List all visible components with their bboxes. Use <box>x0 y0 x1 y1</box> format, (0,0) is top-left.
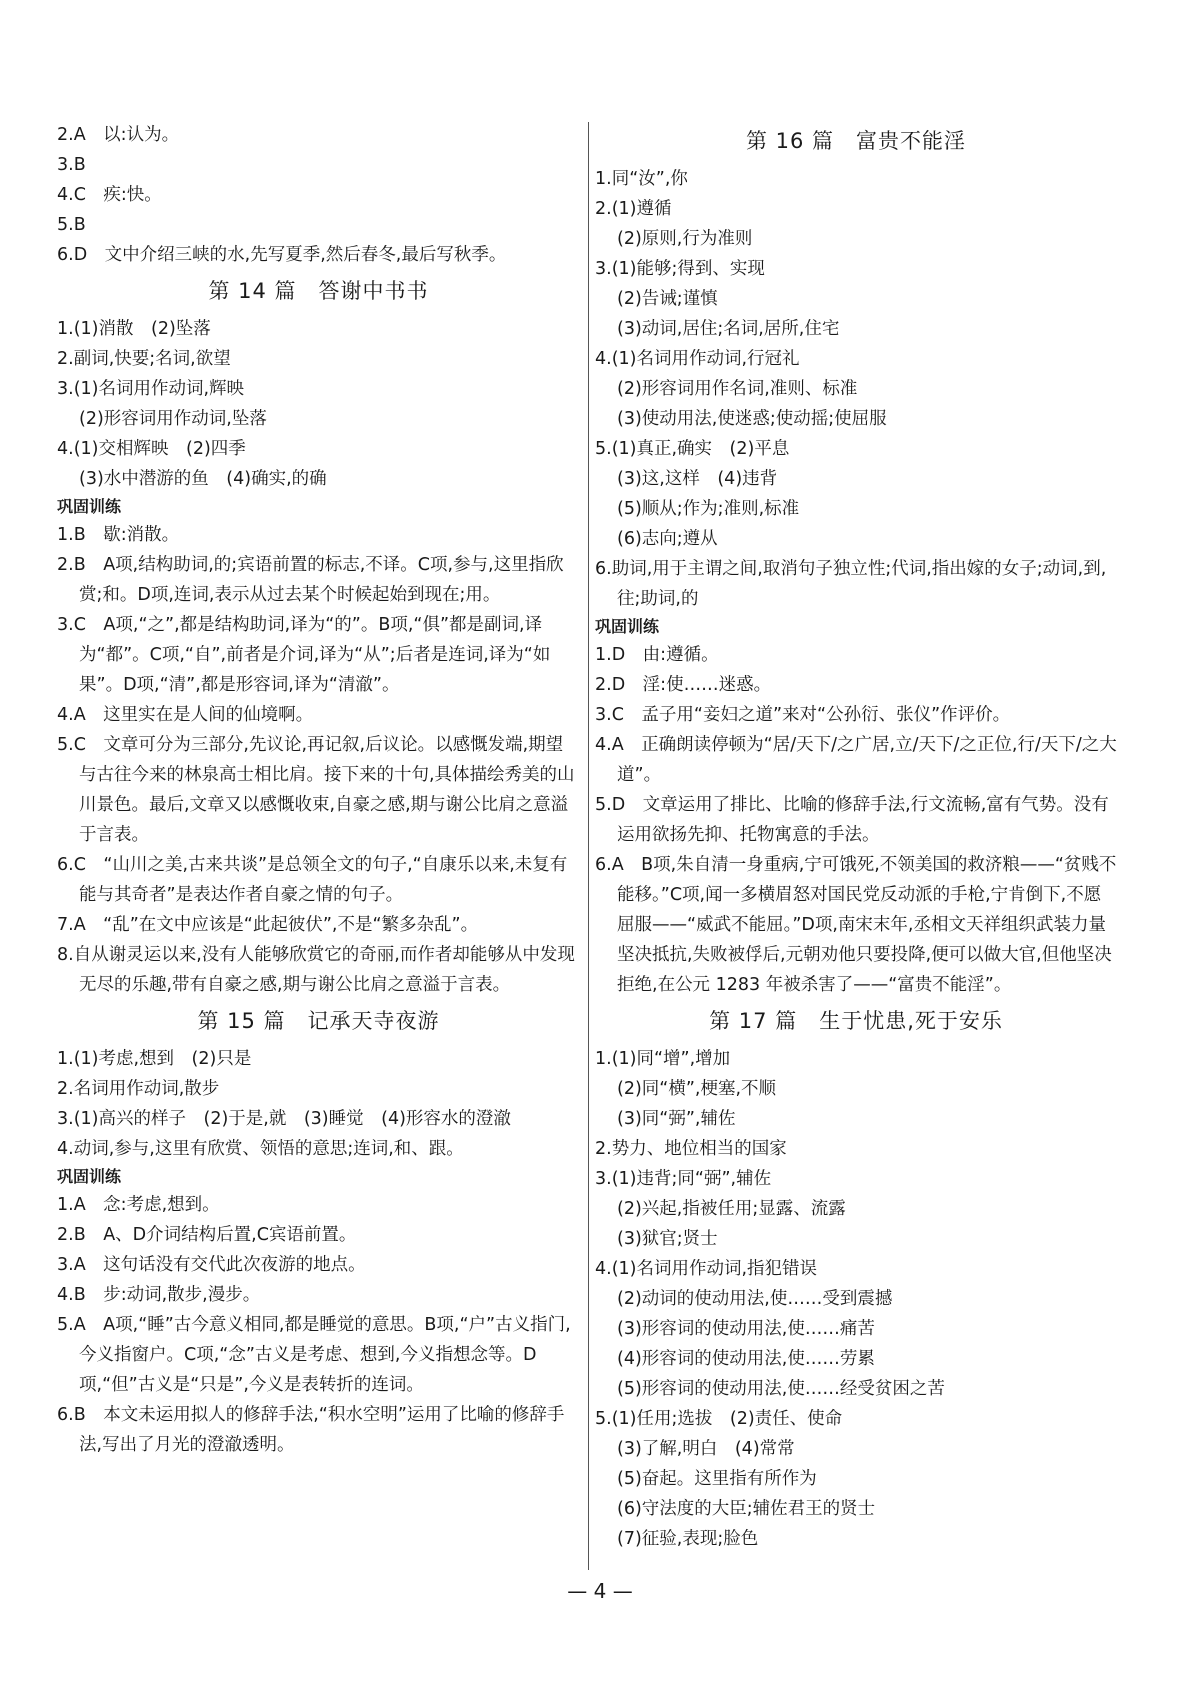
answer-subline: (3)同“弼”,辅佐 <box>617 1109 736 1129</box>
answer-line: 7.A “乱”在文中应该是“此起彼伏”,不是“繁多杂乱”。 <box>57 915 479 935</box>
answer-line: 2.(1)遵循 <box>595 199 672 219</box>
answer-paragraph: 4.A 正确朗读停顿为“居/天下/之广居,立/天下/之正位,行/天下/之大道”。 <box>595 735 1117 785</box>
answer-line: 3.(1)高兴的样子 (2)于是,就 (3)睡觉 (4)形容水的澄澈 <box>57 1109 511 1129</box>
answer-subline: (5)顺从;作为;准则,标准 <box>617 499 800 519</box>
answer-line: 3.C 孟子用“妾妇之道”来对“公孙衍、张仪”作评价。 <box>595 705 1011 725</box>
answer-subline: (2)原则,行为准则 <box>617 229 753 249</box>
answer-subline: (3)了解,明白 (4)常常 <box>617 1439 795 1459</box>
answer-subline: (3)狱官;贤士 <box>617 1229 718 1249</box>
answer-subline: (7)征验,表现;脸色 <box>617 1529 759 1549</box>
answer-line: 4.C 疾:快。 <box>57 185 162 205</box>
answer-line: 1.(1)同“增”,增加 <box>595 1049 731 1069</box>
answer-line: 4.(1)交相辉映 (2)四季 <box>57 439 246 459</box>
answer-line: 1.(1)消散 (2)坠落 <box>57 319 211 339</box>
answer-subline: (6)守法度的大臣;辅佐君王的贤士 <box>617 1499 876 1519</box>
answer-line: 2.A 以:认为。 <box>57 125 180 145</box>
answer-subline: (5)奋起。这里指有所作为 <box>617 1469 817 1489</box>
answer-line: 2.B A、D介词结构后置,C宾语前置。 <box>57 1225 357 1245</box>
answer-line: 4.动词,参与,这里有欣赏、领悟的意思;连词,和、跟。 <box>57 1139 464 1159</box>
section-heading: 第 17 篇 生于忧患,死于安乐 <box>709 1009 1003 1033</box>
answer-line: 5.(1)真正,确实 (2)平息 <box>595 439 790 459</box>
column-divider <box>588 122 589 1570</box>
answer-subline: (3)水中潜游的鱼 (4)确实,的确 <box>79 469 327 489</box>
answer-line: 1.A 念:考虑,想到。 <box>57 1195 220 1215</box>
subsection-label: 巩固训练 <box>595 617 660 636</box>
answer-subline: (2)告诫;谨慎 <box>617 289 718 309</box>
section-heading: 第 15 篇 记承天寺夜游 <box>197 1009 440 1033</box>
answer-line: 1.D 由:遵循。 <box>595 645 719 665</box>
answer-line: 3.A 这句话没有交代此次夜游的地点。 <box>57 1255 366 1275</box>
answer-subline: (3)使动用法,使迷惑;使动摇;使屈服 <box>617 409 887 429</box>
answer-line: 4.(1)名词用作动词,指犯错误 <box>595 1259 818 1279</box>
answer-subline: (2)动词的使动用法,使……受到震撼 <box>617 1289 893 1309</box>
answer-paragraph: 2.B A项,结构助词,的;宾语前置的标志,不译。C项,参与,这里指欣赏;和。D项,连词,表示从过去某个时候起始到现在;用。 <box>57 555 564 605</box>
answer-line: 5.(1)任用;选拔 (2)责任、使命 <box>595 1409 843 1429</box>
answer-paragraph: 6.B 本文未运用拟人的修辞手法,“积水空明”运用了比喻的修辞手法,写出了月光的澄澈透明。 <box>57 1405 565 1455</box>
answer-line: 3.B <box>57 155 86 175</box>
page-number: — 4 — <box>567 1579 633 1603</box>
answer-line: 4.(1)名词用作动词,行冠礼 <box>595 349 800 369</box>
answer-paragraph: 6.A B项,朱自清一身重病,宁可饿死,不领美国的救济粮——“贫贱不能移。”C项,闻一多横眉怒对国民党反动派的手枪,宁肯倒下,不愿屈服——“威武不能屈。”D项,南宋末年,丞相文天祥组织武装力量坚决抵抗,失败被俘后,元朝劝他只要投降,便可以做大官,但他坚决拒绝,在公元 1283 年被杀害了——“富贵不能淫”。 <box>595 855 1117 995</box>
answer-subline: (6)志向;遵从 <box>617 529 718 549</box>
subsection-label: 巩固训练 <box>57 1167 122 1186</box>
answer-line: 2.名词用作动词,散步 <box>57 1079 220 1099</box>
section-heading: 第 16 篇 富贵不能淫 <box>745 129 967 153</box>
section-heading: 第 14 篇 答谢中书书 <box>208 279 429 303</box>
answer-paragraph: 6.助词,用于主谓之间,取消句子独立性;代词,指出嫁的女子;动词,到,往;助词,的 <box>595 559 1107 609</box>
answer-subline: (2)形容词用作名词,准则、标准 <box>617 379 858 399</box>
answer-line: 2.D 淫:使……迷惑。 <box>595 675 772 695</box>
answer-subline: (5)形容词的使动用法,使……经受贫困之苦 <box>617 1379 945 1399</box>
answer-paragraph: 5.C 文章可分为三部分,先议论,再记叙,后议论。以感慨发端,期望与古往今来的林泉高士相比肩。接下来的十句,具体描绘秀美的山川景色。最后,文章又以感慨收束,自豪之感,期与谢公比肩之意溢于言表。 <box>57 735 575 845</box>
answer-line: 2.副词,快要;名词,欲望 <box>57 349 231 369</box>
answer-line: 4.B 步:动词,散步,漫步。 <box>57 1285 261 1305</box>
answer-subline: (3)动词,居住;名词,居所,住宅 <box>617 319 840 339</box>
answer-line: 6.D 文中介绍三峡的水,先写夏季,然后春冬,最后写秋季。 <box>57 245 507 265</box>
answer-line: 1.同“汝”,你 <box>595 169 688 189</box>
answer-paragraph: 3.C A项,“之”,都是结构助词,译为“的”。B项,“俱”都是副词,译为“都”。C项,“自”,前者是介词,译为“从”;后者是连词,译为“如果”。D项,“清”,都是形容词,译为“清澈”。 <box>57 615 551 695</box>
right-column <box>595 120 1117 1554</box>
subsection-label: 巩固训练 <box>57 497 122 516</box>
answer-line: 4.A 这里实在是人间的仙境啊。 <box>57 705 314 725</box>
answer-subline: (3)形容词的使动用法,使……痛苦 <box>617 1319 875 1339</box>
answer-paragraph: 5.A A项,“睡”古今意义相同,都是睡觉的意思。B项,“户”古义指门,今义指窗户。C项,“念”古义是考虑、想到,今义指想念等。D项,“但”古义是“只是”,今义是表转折的连词。 <box>57 1315 571 1395</box>
answer-line: 5.B <box>57 215 86 235</box>
answer-subline: (2)同“横”,梗塞,不顺 <box>617 1079 777 1099</box>
answer-subline: (2)形容词用作动词,坠落 <box>79 409 267 429</box>
answer-paragraph: 5.D 文章运用了排比、比喻的修辞手法,行文流畅,富有气势。没有运用欲扬先抑、托物寓意的手法。 <box>595 795 1109 845</box>
answer-line: 3.(1)名词用作动词,辉映 <box>57 379 245 399</box>
left-column <box>57 120 580 1460</box>
answer-subline: (2)兴起,指被任用;显露、流露 <box>617 1199 846 1219</box>
answer-paragraph: 8.自从谢灵运以来,没有人能够欣赏它的奇丽,而作者却能够从中发现无尽的乐趣,带有自豪之感,期与谢公比肩之意溢于言表。 <box>57 945 575 995</box>
answer-line: 3.(1)违背;同“弼”,辅佐 <box>595 1169 772 1189</box>
answer-line: 1.B 歇:消散。 <box>57 525 180 545</box>
answer-subline: (4)形容词的使动用法,使……劳累 <box>617 1349 875 1369</box>
answer-line: 1.(1)考虑,想到 (2)只是 <box>57 1049 252 1069</box>
answer-line: 3.(1)能够;得到、实现 <box>595 259 765 279</box>
answer-line: 2.势力、地位相当的国家 <box>595 1139 787 1159</box>
answer-paragraph: 6.C “山川之美,古来共谈”是总领全文的句子,“自康乐以来,未复有能与其奇者”是表达作者自豪之情的句子。 <box>57 855 568 905</box>
answer-subline: (3)这,这样 (4)违背 <box>617 469 778 489</box>
